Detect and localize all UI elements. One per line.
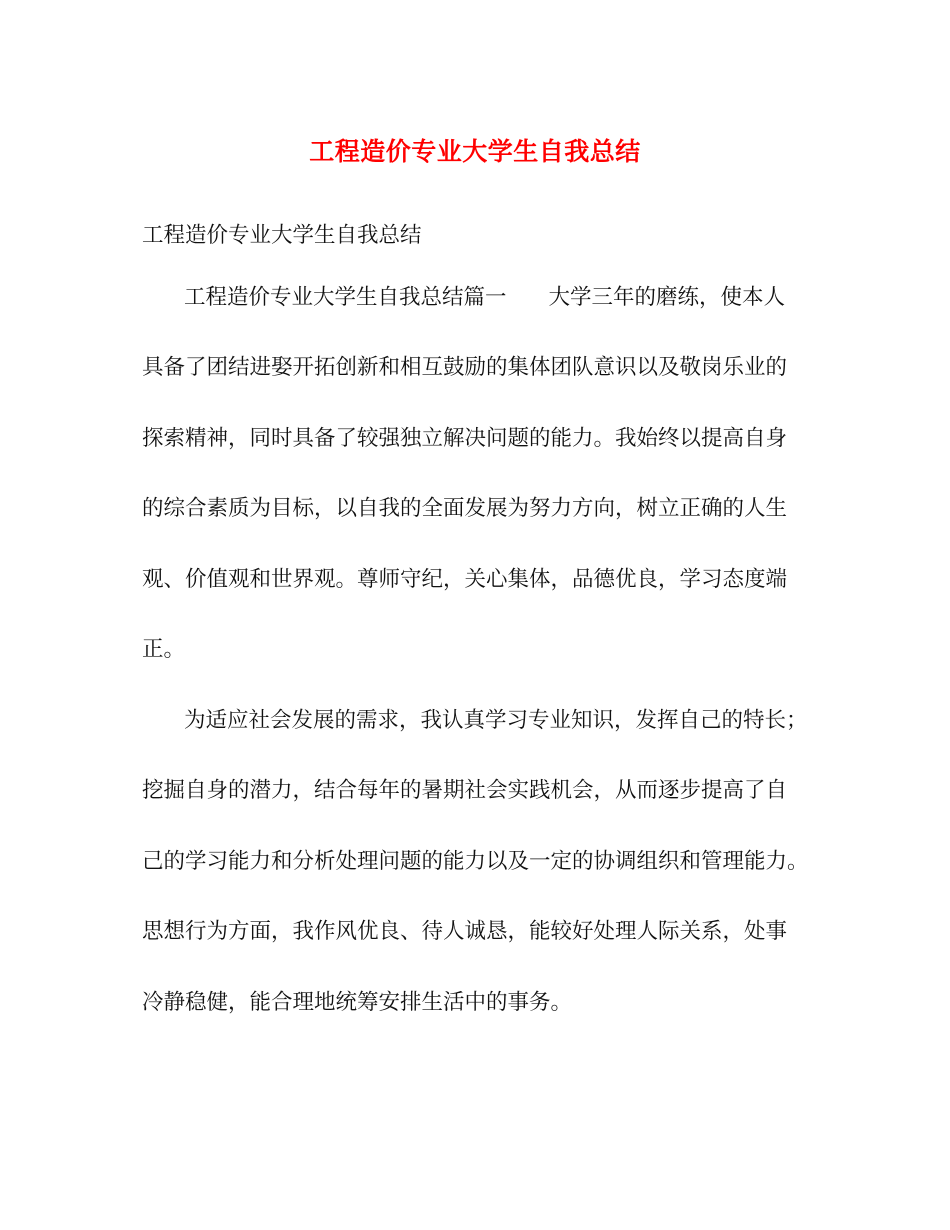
paragraph-1-line-2: 具备了团结进娶开拓创新和相互鼓励的集体团队意识以及敬岗乐业的 — [142, 355, 788, 380]
paragraph-2-line-4: 思想行为方面，我作风优良、待人诚恳，能较好处理人际关系，处事 — [142, 919, 788, 944]
paragraph-2-line-1: 为适应社会发展的需求，我认真学习专业知识，发挥自己的特长； — [184, 708, 808, 733]
paragraph-1-line-6: 正。 — [142, 637, 186, 662]
paragraph-1-line-1 — [184, 283, 785, 313]
paragraph-1-text: 大学三年的磨练，使本人 — [548, 285, 786, 310]
paragraph-1-heading: 工程造价专业大学生自我总结篇一 — [184, 285, 507, 310]
paragraph-1-line-4: 的综合素质为目标，以自我的全面发展为努力方向，树立正确的人生 — [142, 496, 788, 521]
document-title: 工程造价专业大学生自我总结 — [309, 137, 641, 166]
paragraph-2-line-2: 挖掘自身的潜力，结合每年的暑期社会实践机会，从而逐步提高了自 — [142, 778, 788, 803]
paragraph-1-line-5: 观、价值观和世界观。尊师守纪，关心集体，品德优良，学习态度端 — [142, 567, 788, 592]
document-subtitle: 工程造价专业大学生自我总结 — [142, 223, 422, 248]
paragraph-2-line-3: 己的学习能力和分析处理问题的能力以及一定的协调组织和管理能力。 — [142, 849, 809, 874]
paragraph-1-line-3: 探索精神，同时具备了较强独立解决问题的能力。我始终以提高自身 — [142, 426, 788, 451]
paragraph-2-line-5: 冷静稳健，能合理地统筹安排生活中的事务。 — [142, 990, 573, 1015]
